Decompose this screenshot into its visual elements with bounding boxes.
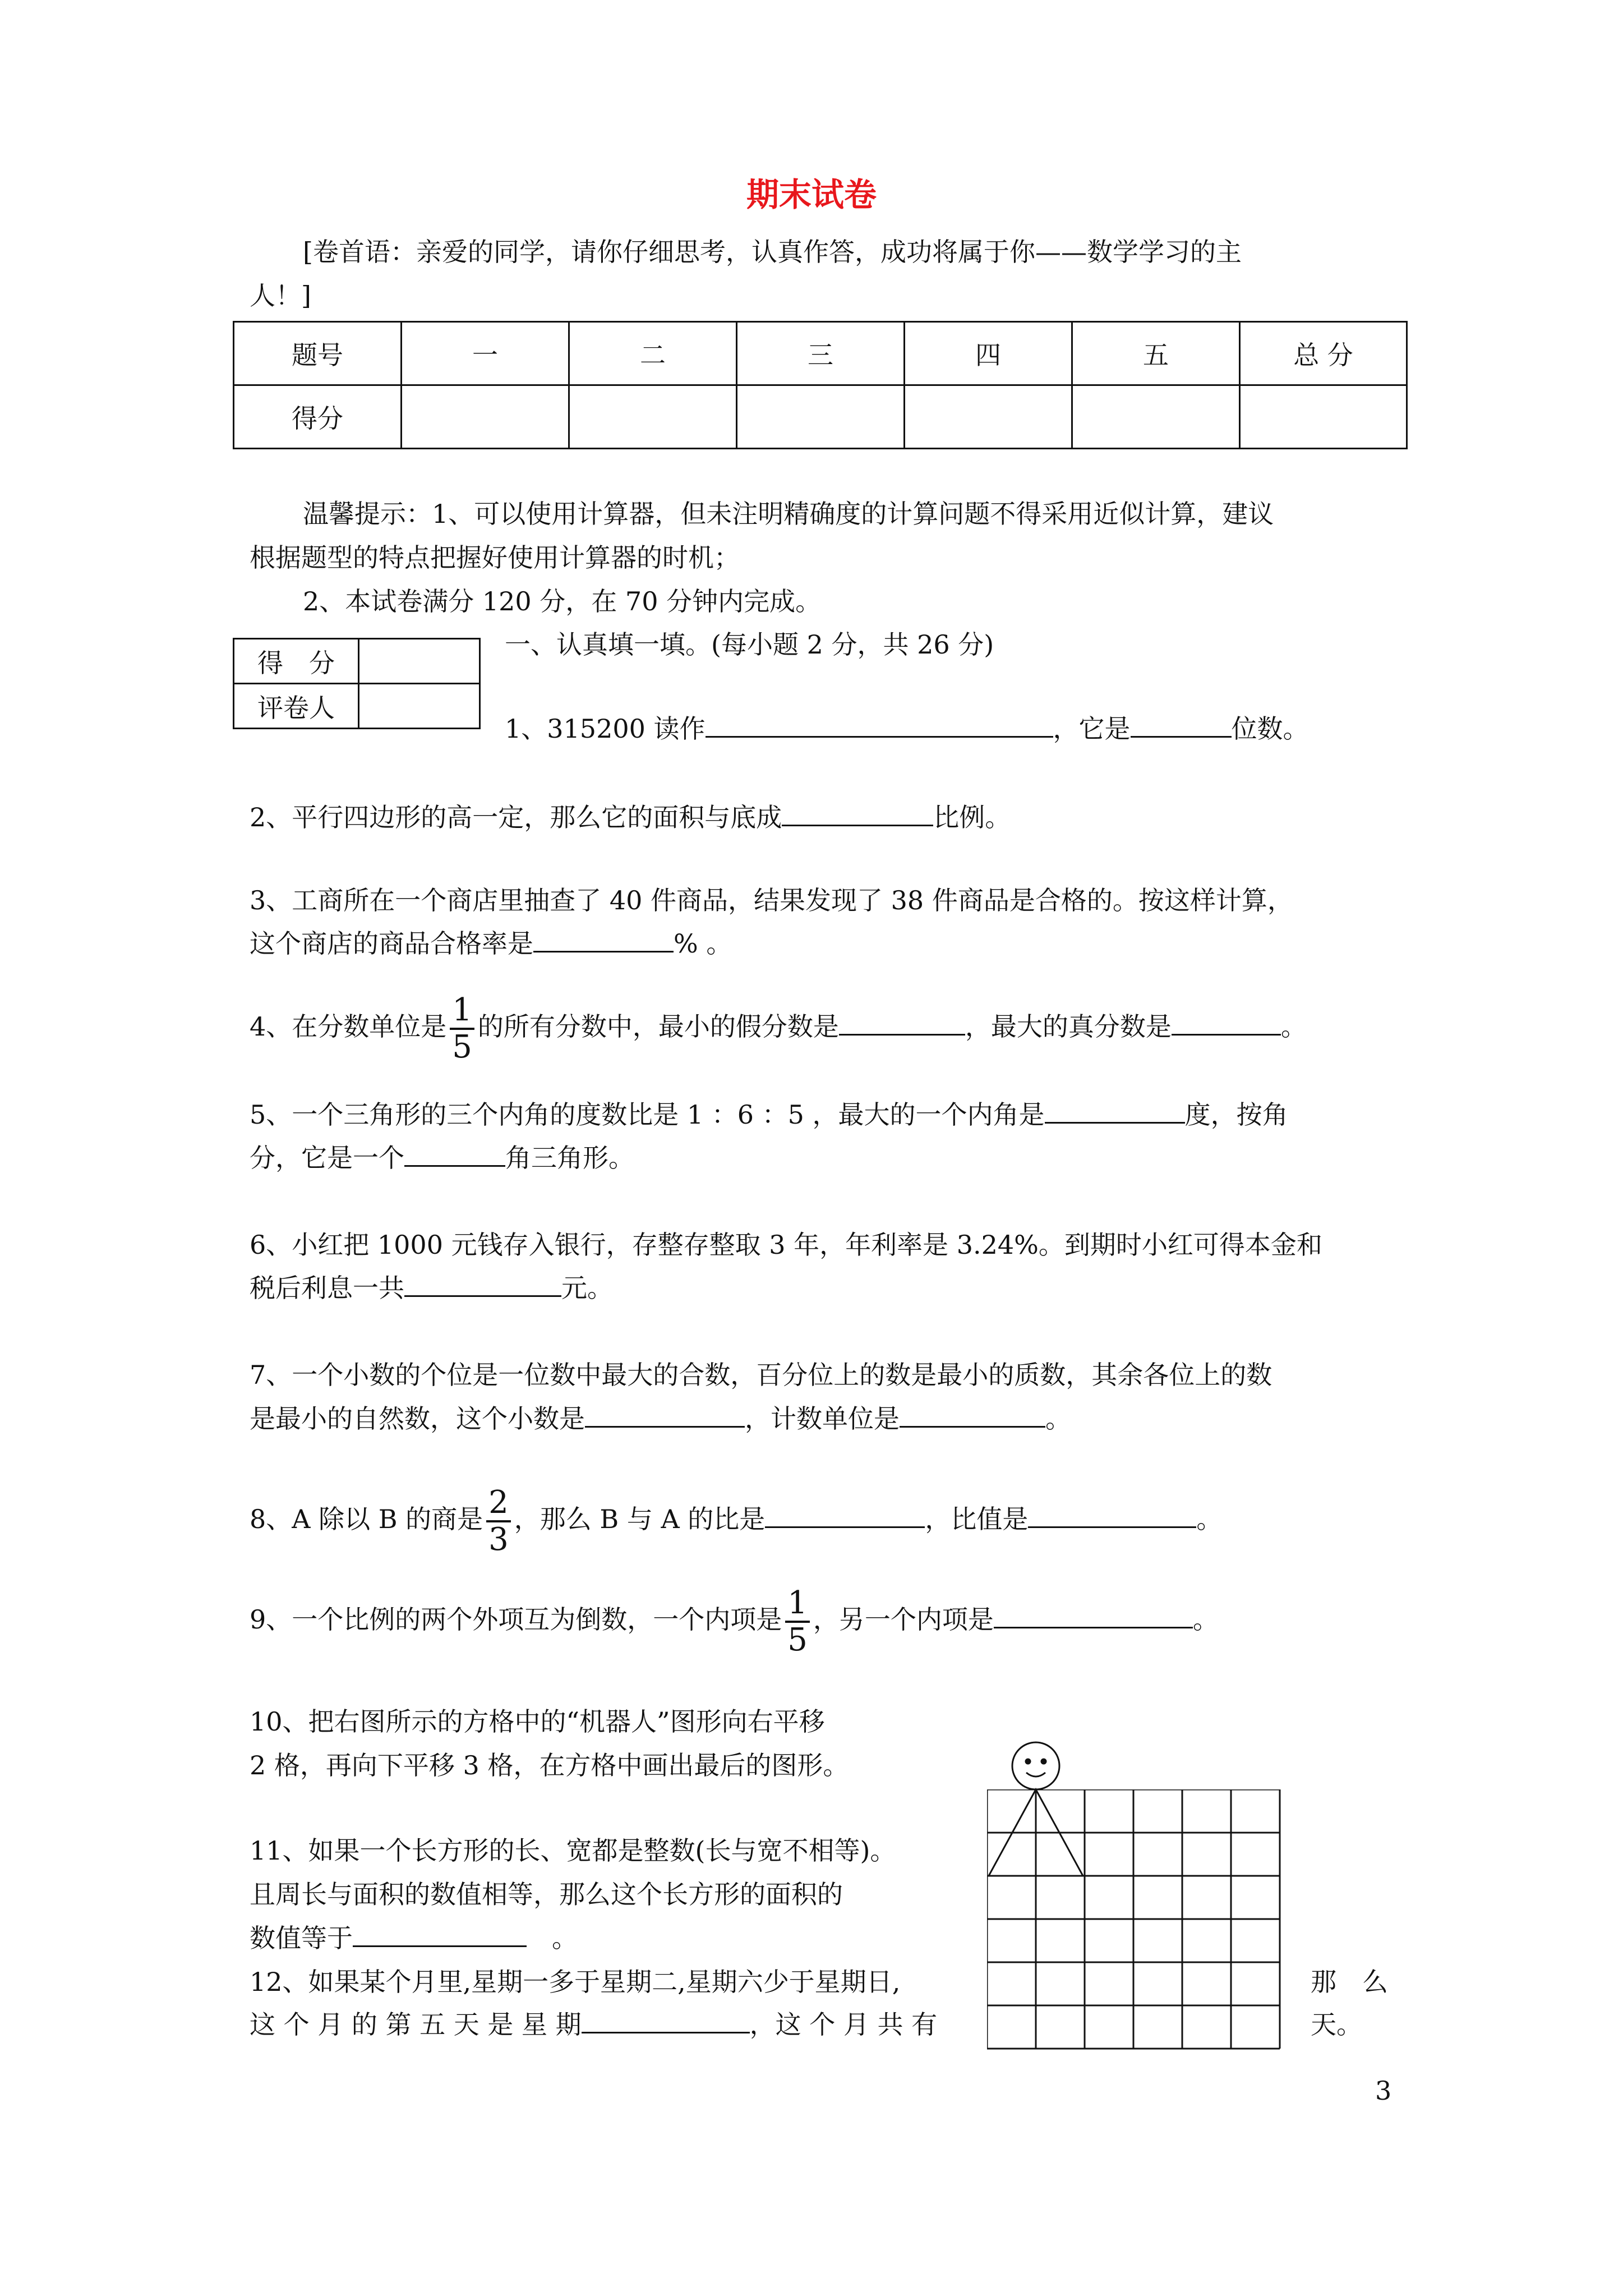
score-input-cell[interactable] [737,385,905,449]
score-header-cell: 总 分 [1240,322,1407,385]
question-6-line2: 税后利息一共 元。 [250,1266,613,1310]
score-header-cell: 二 [569,322,737,385]
robot-eye-icon [1026,1759,1030,1764]
answer-blank[interactable] [585,1400,745,1428]
answer-blank[interactable] [782,799,933,826]
question-8: 8、A 除以 B 的商是 $\frac{2}{3}$ ，那么 B 与 A 的比是 ，比值是 。 [250,1484,1223,1558]
question-3-line2: 这个商店的商品合格率是 % 。 [250,922,732,965]
grader-score-cell[interactable] [359,639,480,684]
answer-blank[interactable] [582,2006,750,2033]
question-10-line1: 10、把右图所示的方格中的“机器人”图形向右平移 [250,1706,825,1737]
score-header-cell: 三 [737,322,905,385]
question-5-line1: 5、一个三角形的三个内角的度数比是 1 ：6 ：5 ，最大的一个内角是 度，按角 [250,1093,1288,1137]
question-7-line1: 7、一个小数的个位是一位数中最大的合数，百分位上的数是最小的质数，其余各位上的数 [250,1360,1272,1390]
question-11-line1: 11、如果一个长方形的长、宽都是整数(长与宽不相等)。 [250,1835,896,1866]
answer-blank[interactable] [706,710,1053,738]
question-9: 9、一个比例的两个外项互为倒数，一个内项是 $\frac{1}{5}$ ，另一个内项是 。 [250,1585,1219,1658]
answer-blank[interactable] [765,1501,925,1528]
score-header-cell: 五 [1072,322,1240,385]
question-11-line3: 数值等于 。 [250,1916,578,1960]
question-12-line1-end: 那 么 [1311,1967,1388,1997]
answer-blank[interactable] [900,1400,1045,1428]
exam-title: 期末试卷 [746,176,877,214]
fraction: $\frac{1}{5}$ [785,1586,810,1658]
tips-line1: 温馨提示：1、可以使用计算器，但未注明精确度的计算问题不得采用近似计算，建议 [303,499,1274,529]
answer-blank[interactable] [353,1920,527,1947]
question-4: 4、在分数单位是 $\frac{1}{5}$ 的所有分数中，最小的假分数是 ，最大的真分数是 。 [250,992,1307,1065]
score-input-cell[interactable] [1072,385,1240,449]
fraction: $\frac{2}{3}$ [486,1485,511,1557]
answer-blank[interactable] [1172,1008,1281,1036]
answer-blank[interactable] [404,1269,561,1297]
question-3-line1: 3、工商所在一个商店里抽查了 40 件商品，结果发现了 38 件商品是合格的。按这样计算， [250,885,1293,915]
score-header-cell: 题号 [234,322,402,385]
question-5-line2: 分，它是一个 角三角形。 [250,1136,634,1180]
grader-box [233,638,481,729]
tips-line3: 2、本试卷满分 120 分，在 70 分钟内完成。 [303,586,822,616]
robot-head-icon [1012,1742,1059,1789]
section1-heading: 一、认真填一填。(每小题 2 分，共 26 分) [505,629,994,660]
question-12-line1: 12、如果某个月里,星期一多于星期二,星期六少于星期日, [250,1967,901,1997]
answer-blank[interactable] [1028,1501,1196,1528]
score-input-cell[interactable] [1240,385,1407,449]
answer-blank[interactable] [404,1139,505,1167]
robot-body-icon [989,1789,1083,1876]
question-6-line1: 6、小红把 1000 元钱存入银行，存整存整取 3 年，年利率是 3.24%。到期时小红可得本金和 [250,1230,1322,1260]
score-header-cell: 四 [905,322,1072,385]
answer-blank[interactable] [533,925,674,953]
question-10-line2: 2 格，再向下平移 3 格，在方格中画出最后的图形。 [250,1750,849,1780]
page-number: 3 [1375,2076,1392,2106]
answer-blank[interactable] [1131,710,1232,738]
preface-line2: 人！] [250,280,311,311]
question-7-line2: 是最小的自然数，这个小数是 ，计数单位是 。 [250,1397,1071,1441]
score-row-label: 得分 [234,385,402,449]
robot-eye-icon [1041,1759,1046,1764]
score-input-cell[interactable] [569,385,737,449]
answer-blank[interactable] [839,1008,965,1036]
score-header-cell: 一 [402,322,569,385]
score-input-cell[interactable] [402,385,569,449]
robot-figure [987,1739,1094,1885]
grader-name-label: 评卷人 [234,684,359,729]
grader-score-label: 得 分 [234,639,359,684]
question-12-line2-end: 天。 [1311,2009,1362,2040]
answer-blank[interactable] [1045,1096,1185,1124]
tips-line2: 根据题型的特点把握好使用计算器的时机； [250,542,740,573]
question-2: 2、平行四边形的高一定，那么它的面积与底成 比例。 [250,795,1011,839]
grader-name-cell[interactable] [359,684,480,729]
score-table [233,321,1408,449]
preface-line1: [卷首语：亲爱的同学，请你仔细思考，认真作答，成功将属于你——数学学习的主 [303,237,1242,267]
question-11-line2: 且周长与面积的数值相等，那么这个长方形的面积的 [250,1879,843,1910]
question-12-line2: 这 个 月 的 第 五 天 是 星 期 ，这 个 月 共 有 [250,2003,937,2046]
question-1: 1、315200 读作 ，它是 位数。 [505,707,1309,751]
answer-blank[interactable] [994,1601,1193,1628]
score-input-cell[interactable] [905,385,1072,449]
fraction: $\frac{1}{5}$ [450,993,474,1065]
